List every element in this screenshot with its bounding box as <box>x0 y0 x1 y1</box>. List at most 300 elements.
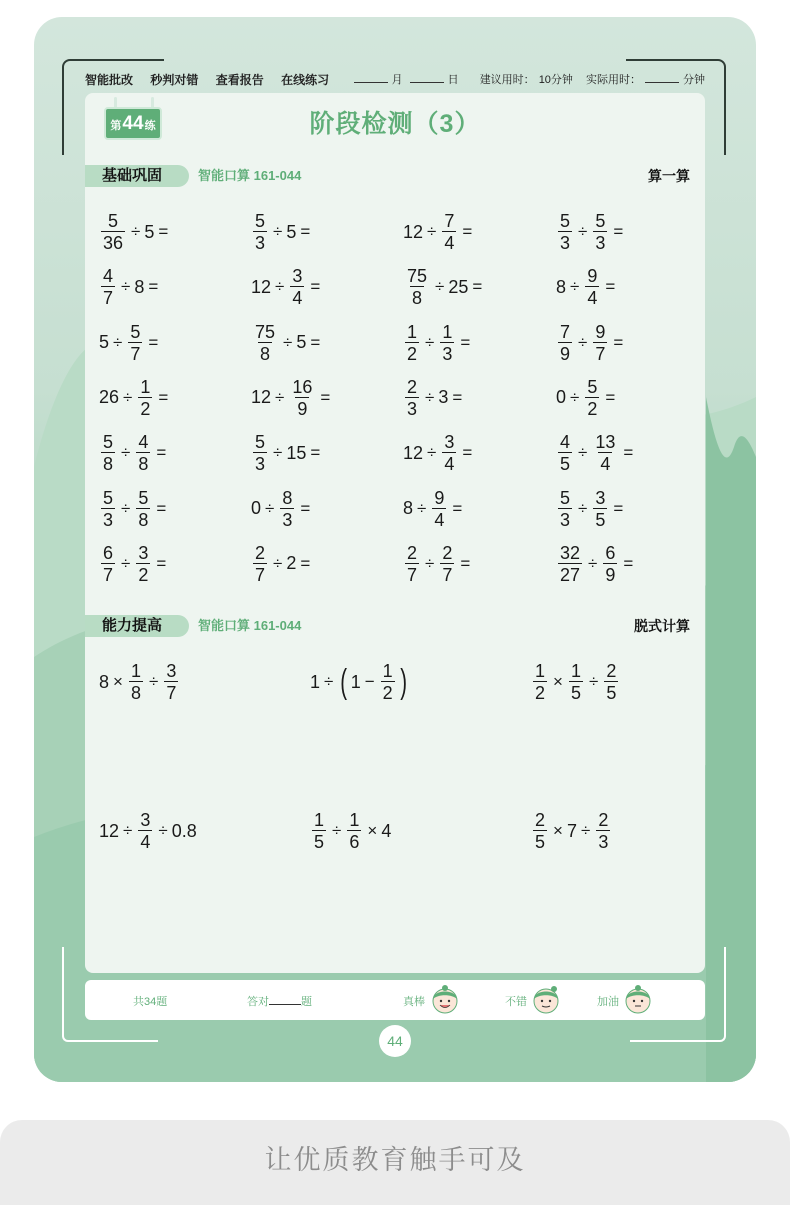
fraction <box>347 811 361 851</box>
numerator: 2 <box>442 542 453 563</box>
basic-problem <box>403 323 474 363</box>
fraction <box>138 811 152 851</box>
operator: = <box>320 387 331 407</box>
basic-problem <box>99 323 162 363</box>
number: 0 <box>251 498 262 518</box>
operator: = <box>623 443 634 463</box>
number: 26 <box>99 387 120 408</box>
operator: × <box>553 821 563 840</box>
operator: = <box>310 332 321 352</box>
operator: = <box>452 498 463 518</box>
operator: ÷ <box>123 821 133 840</box>
fraction <box>405 544 419 584</box>
denominator: 9 <box>605 564 616 585</box>
denominator: 2 <box>382 683 393 703</box>
operator: ÷ <box>435 277 445 297</box>
fraction <box>593 433 617 473</box>
numerator: 75 <box>407 266 428 287</box>
fraction <box>253 433 267 473</box>
denominator: 2 <box>140 398 151 419</box>
operator: ÷ <box>324 672 334 691</box>
slogan-banner <box>0 1120 790 1205</box>
neutral-face-icon[interactable] <box>623 984 653 1014</box>
numerator: 2 <box>255 542 266 563</box>
numerator: 7 <box>560 321 571 342</box>
fraction <box>136 544 150 584</box>
fraction <box>585 378 599 418</box>
denominator: 7 <box>255 564 266 585</box>
operator: × <box>553 672 563 691</box>
operator: = <box>156 498 167 518</box>
basic-problem <box>403 378 466 418</box>
numerator: 5 <box>130 321 141 342</box>
denominator: 6 <box>349 832 360 852</box>
suggested-time-label: 建议用时： <box>479 74 535 86</box>
numerator: 6 <box>605 542 616 563</box>
fraction <box>129 662 143 702</box>
denominator: 4 <box>444 233 455 253</box>
basic-problem <box>99 267 162 307</box>
number: 12 <box>403 221 424 242</box>
number: 5 <box>144 221 155 242</box>
numerator: 1 <box>314 810 325 830</box>
number: 7 <box>566 820 577 841</box>
denominator: 7 <box>595 343 606 364</box>
number: 8 <box>134 276 145 297</box>
number: 8 <box>403 498 414 518</box>
denominator: 2 <box>587 398 598 419</box>
operator: ÷ <box>283 332 293 352</box>
numerator: 7 <box>444 211 455 231</box>
denominator: 5 <box>535 832 546 852</box>
number: 1 <box>350 671 361 692</box>
numerator: 5 <box>103 432 114 453</box>
operator: = <box>148 332 159 352</box>
fraction <box>533 811 547 851</box>
number: 12 <box>99 820 120 841</box>
nav-smart-grading[interactable]: 智能批改 <box>85 73 134 87</box>
operator: = <box>613 498 624 518</box>
operator: ÷ <box>113 332 123 352</box>
operator: = <box>300 553 311 573</box>
month-blank <box>354 73 388 83</box>
fraction <box>569 662 583 702</box>
rating-cheer-label: 加油 <box>597 996 619 1008</box>
nav-instant-check[interactable]: 秒判对错 <box>150 73 199 87</box>
operator: ÷ <box>158 821 168 840</box>
number: 8 <box>99 671 110 692</box>
denominator: 3 <box>255 454 266 475</box>
denominator: 4 <box>140 832 151 852</box>
header-bar <box>85 71 705 89</box>
fraction <box>440 323 454 363</box>
operator: ÷ <box>580 821 591 840</box>
badge-number: 44 <box>122 113 144 134</box>
operator: ÷ <box>427 443 437 463</box>
basic-problem <box>251 267 324 307</box>
lesson-badge <box>104 107 162 140</box>
numerator: 3 <box>138 542 149 563</box>
denominator: 3 <box>103 509 114 530</box>
operator: ÷ <box>275 277 285 297</box>
basic-problem <box>556 323 627 363</box>
basic-problem <box>99 212 172 252</box>
fraction <box>432 489 446 529</box>
operator: ÷ <box>427 222 437 241</box>
operator: ÷ <box>578 332 588 352</box>
basic-problem <box>251 544 314 584</box>
operator: ÷ <box>578 222 588 241</box>
operator: ÷ <box>425 553 435 573</box>
operator: ÷ <box>425 387 435 407</box>
operator: = <box>613 222 624 241</box>
basic-problem <box>403 433 476 473</box>
operator: ÷ <box>265 498 275 518</box>
operator: = <box>613 332 624 352</box>
numerator: 3 <box>166 661 177 681</box>
fraction <box>442 433 456 473</box>
numerator: 5 <box>138 487 149 508</box>
denominator: 5 <box>560 454 571 475</box>
correct-count <box>247 993 312 1009</box>
advanced-problem <box>310 811 391 851</box>
operator: = <box>156 443 167 463</box>
advanced-problem <box>531 811 612 851</box>
operator: ÷ <box>121 553 131 573</box>
fraction <box>533 662 547 702</box>
denominator: 3 <box>560 233 571 253</box>
operator: = <box>300 222 311 241</box>
operator: ÷ <box>578 443 588 463</box>
suggested-time-value: 10分钟 <box>538 74 573 86</box>
denominator: 27 <box>560 564 581 585</box>
badge-prefix: 第 <box>110 120 122 132</box>
numerator: 32 <box>560 542 581 563</box>
denominator: 5 <box>595 509 606 530</box>
denominator: 3 <box>282 509 293 530</box>
fraction <box>136 489 150 529</box>
numerator: 3 <box>140 810 151 830</box>
numerator: 6 <box>103 542 114 563</box>
parenthesis: ( <box>340 663 348 701</box>
denominator: 4 <box>600 454 611 475</box>
numerator: 1 <box>349 810 360 830</box>
numerator: 75 <box>255 321 276 342</box>
numerator: 1 <box>570 661 581 681</box>
number: 4 <box>381 820 392 841</box>
happy-face-icon[interactable] <box>430 984 460 1014</box>
numerator: 5 <box>255 211 266 231</box>
basic-problem <box>251 378 334 418</box>
denominator: 7 <box>407 564 418 585</box>
correct-suffix: 题 <box>301 996 312 1008</box>
fraction <box>593 323 607 363</box>
fraction <box>603 544 617 584</box>
operator: ÷ <box>332 821 342 840</box>
slogan-text: 让优质教育触手可及 <box>264 1145 526 1175</box>
denominator: 3 <box>442 343 453 364</box>
denominator: 3 <box>595 233 606 253</box>
numerator: 3 <box>292 266 303 287</box>
number: 5 <box>296 332 307 353</box>
rating-great-label: 真棒 <box>403 996 425 1008</box>
basic-problem <box>99 378 172 418</box>
operator: ÷ <box>123 387 133 407</box>
section-advanced-code: 智能口算 161-044 <box>198 618 302 633</box>
actual-time-blank <box>645 73 679 83</box>
operator: ÷ <box>570 277 580 297</box>
fraction <box>253 544 267 584</box>
numerator: 4 <box>103 266 114 287</box>
denominator: 7 <box>130 343 141 364</box>
numerator: 4 <box>560 432 571 453</box>
fraction <box>280 489 294 529</box>
operator: ÷ <box>578 498 588 518</box>
fraction <box>558 433 572 473</box>
operator: = <box>300 498 311 518</box>
number: 1 <box>310 671 321 692</box>
section-advanced-label: 能力提高 <box>85 615 189 637</box>
nav-view-report[interactable]: 查看报告 <box>215 73 264 87</box>
numerator: 16 <box>292 376 313 397</box>
numerator: 3 <box>444 432 455 453</box>
number: 3 <box>438 387 449 408</box>
basic-problem <box>251 433 324 473</box>
denominator: 4 <box>444 454 455 475</box>
numerator: 1 <box>140 376 151 397</box>
numerator: 3 <box>595 487 606 508</box>
denominator: 9 <box>297 398 308 419</box>
operator: = <box>460 553 471 573</box>
basic-problem <box>251 323 324 363</box>
operator: = <box>156 553 167 573</box>
numerator: 5 <box>255 432 266 453</box>
fraction <box>381 662 395 702</box>
fraction <box>558 323 572 363</box>
operator: = <box>310 277 321 297</box>
denominator: 5 <box>606 683 617 703</box>
numerator: 4 <box>138 432 149 453</box>
basic-problem <box>556 544 637 584</box>
fraction <box>405 323 419 363</box>
denominator: 7 <box>103 564 114 585</box>
operator: ÷ <box>121 498 131 518</box>
fraction <box>585 267 599 307</box>
operator: = <box>605 277 616 297</box>
fraction <box>101 212 125 252</box>
number: 5 <box>286 221 297 242</box>
numerator: 2 <box>598 810 609 830</box>
basic-problem <box>556 489 627 529</box>
number: 0 <box>556 387 567 408</box>
basic-problem <box>99 433 170 473</box>
numerator: 1 <box>407 321 418 342</box>
number: 0.8 <box>171 820 197 841</box>
fraction <box>558 544 582 584</box>
basic-problem <box>251 489 314 529</box>
correct-blank[interactable] <box>269 995 301 1005</box>
numerator: 2 <box>535 810 546 830</box>
operator: = <box>148 277 159 297</box>
number: 5 <box>99 332 110 353</box>
denominator: 8 <box>260 343 271 364</box>
operator: = <box>605 387 616 407</box>
denominator: 8 <box>103 454 114 475</box>
fraction <box>442 212 456 252</box>
basic-problem <box>99 544 170 584</box>
numerator: 1 <box>130 661 141 681</box>
actual-time-unit: 分钟 <box>683 74 705 86</box>
fraction <box>101 267 115 307</box>
denominator: 5 <box>570 683 581 703</box>
month-label: 月 <box>391 74 403 86</box>
basic-problem <box>556 267 619 307</box>
numerator: 13 <box>595 432 616 453</box>
denominator: 3 <box>255 233 266 253</box>
number: 2 <box>286 553 297 574</box>
numerator: 2 <box>407 376 418 397</box>
denominator: 3 <box>407 398 418 419</box>
denominator: 2 <box>535 683 546 703</box>
day-blank <box>410 73 444 83</box>
operator: × <box>367 821 378 840</box>
numerator: 1 <box>382 661 393 681</box>
denominator: 8 <box>412 288 423 309</box>
denominator: 7 <box>442 564 453 585</box>
denominator: 2 <box>138 564 149 585</box>
denominator: 5 <box>314 832 325 852</box>
operator: = <box>310 443 321 463</box>
denominator: 4 <box>587 288 598 309</box>
section-basic-instruction: 算一算 <box>648 168 690 184</box>
fraction <box>290 378 314 418</box>
denominator: 8 <box>138 509 149 530</box>
basic-problem <box>556 212 627 252</box>
number: 12 <box>403 442 424 463</box>
fraction <box>101 433 115 473</box>
numerator: 5 <box>595 211 606 231</box>
fraction <box>593 212 607 252</box>
numerator: 9 <box>587 266 598 287</box>
smile-face-icon[interactable] <box>531 984 561 1014</box>
numerator: 5 <box>560 487 571 508</box>
day-label: 日 <box>447 74 459 86</box>
basic-problem <box>403 489 466 529</box>
denominator: 9 <box>560 343 571 364</box>
fraction <box>101 489 115 529</box>
denominator: 3 <box>560 509 571 530</box>
section-advanced-instruction: 脱式计算 <box>634 618 690 634</box>
section-basic-code: 智能口算 161-044 <box>198 168 302 183</box>
denominator: 8 <box>130 683 141 703</box>
denominator: 2 <box>407 343 418 364</box>
basic-problem <box>403 544 474 584</box>
basic-problem <box>556 433 637 473</box>
fraction <box>558 212 572 252</box>
parenthesis: ) <box>399 663 407 701</box>
operator: ÷ <box>148 672 159 691</box>
fraction <box>164 662 178 702</box>
numerator: 1 <box>442 321 453 342</box>
fraction <box>253 323 277 363</box>
basic-problem <box>556 378 619 418</box>
fraction <box>312 811 326 851</box>
basic-problem <box>403 267 486 307</box>
basic-problem <box>251 212 314 252</box>
fraction <box>290 267 304 307</box>
operator: ÷ <box>588 553 598 573</box>
number: 12 <box>251 387 272 408</box>
denominator: 3 <box>598 832 609 852</box>
operator: ÷ <box>273 222 283 241</box>
advanced-problem <box>99 811 197 851</box>
score-footer <box>85 980 705 1020</box>
fraction <box>604 662 618 702</box>
actual-time-label: 实际用时： <box>586 74 641 86</box>
operator: = <box>460 332 471 352</box>
denominator: 8 <box>138 454 149 475</box>
denominator: 4 <box>292 288 303 309</box>
operator: = <box>158 387 169 407</box>
fraction <box>138 378 152 418</box>
numerator: 5 <box>108 211 119 231</box>
number: 15 <box>286 442 307 463</box>
fraction <box>405 267 429 307</box>
operator: ÷ <box>121 443 131 463</box>
number: 8 <box>556 276 567 297</box>
operator: ÷ <box>273 443 283 463</box>
operator: = <box>472 277 483 297</box>
correct-prefix: 答对 <box>247 996 269 1008</box>
operator: = <box>452 387 463 407</box>
nav-online-practice[interactable]: 在线练习 <box>281 73 330 87</box>
operator: ÷ <box>417 498 427 518</box>
total-questions: 共34题 <box>133 996 168 1008</box>
denominator: 36 <box>103 233 124 253</box>
basic-problem <box>403 212 476 252</box>
numerator: 5 <box>103 487 114 508</box>
page-title: 阶段检测（3） <box>309 110 481 138</box>
operator: = <box>158 222 169 241</box>
operator: = <box>462 443 473 463</box>
fraction <box>596 811 610 851</box>
numerator: 2 <box>606 661 617 681</box>
section-basic-label: 基础巩固 <box>85 165 189 187</box>
operator: ÷ <box>425 332 435 352</box>
operator: ÷ <box>131 222 141 241</box>
badge-suffix: 练 <box>144 120 156 132</box>
advanced-problem <box>531 662 620 702</box>
denominator: 7 <box>103 288 114 309</box>
rating-good-label: 不错 <box>505 996 527 1008</box>
basic-problem <box>99 489 170 529</box>
fraction <box>136 433 150 473</box>
number: 12 <box>251 276 272 297</box>
numerator: 2 <box>407 542 418 563</box>
numerator: 9 <box>434 487 445 508</box>
operator: ÷ <box>121 277 131 297</box>
numerator: 1 <box>535 661 546 681</box>
fraction <box>558 489 572 529</box>
numerator: 5 <box>587 376 598 397</box>
operator: ÷ <box>273 553 283 573</box>
numerator: 9 <box>595 321 606 342</box>
advanced-problem <box>310 662 410 702</box>
operator: = <box>623 553 634 573</box>
fraction <box>101 544 115 584</box>
operator: − <box>364 672 375 691</box>
fraction <box>253 212 267 252</box>
